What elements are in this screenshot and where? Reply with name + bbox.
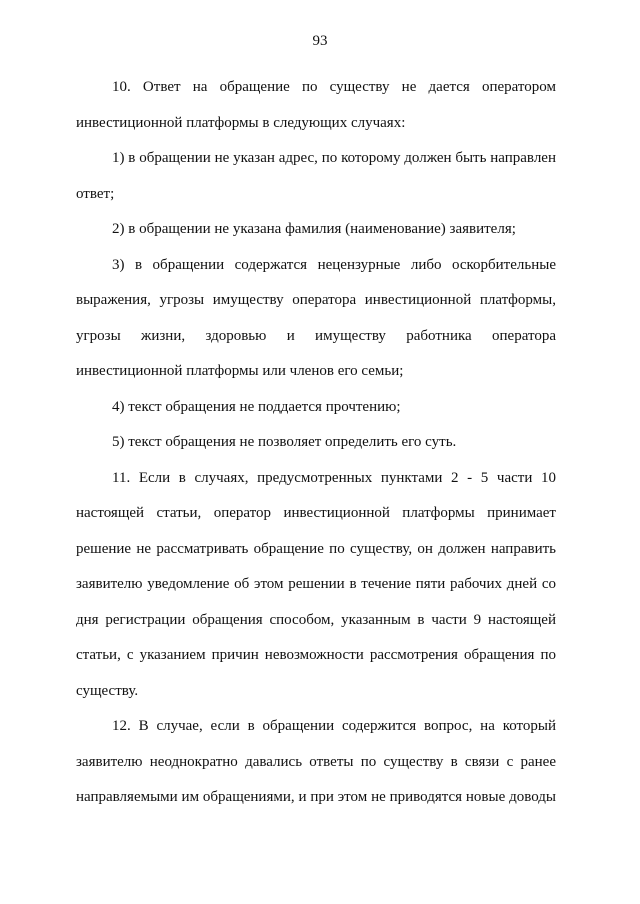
document-body xyxy=(76,70,556,816)
paragraph-12: 12. В случае, если в обращении содержится вопрос, на который заявителю неоднократно давались ответы по существу в связи с ранее направляемыми им обращениями, и при этом не приводятся новые доводы xyxy=(76,718,556,805)
list-item-5: 5) текст обращения не позволяет определить его суть. xyxy=(112,434,457,450)
paragraph-11: 11. Если в случаях, предусмотренных пунктами 2 - 5 части 10 настоящей статьи, оператор инвестиционной платформы принимает решение не рассматривать обращение по существу, он должен направить заявителю уведомление об этом решении в течение пяти рабочих дней со дня регистрации обращения способом, указанным в части 9 настоящей статьи, с указанием причин невозможности рассмотрения обращения по существу. xyxy=(76,469,556,699)
list-item-3: 3) в обращении содержатся нецензурные либо оскорбительные выражения, угрозы имуществу оператора инвестиционной платформы, угрозы жизни, здоровью и имуществу работника оператора инвестиционной платформы или членов его семьи; xyxy=(76,256,556,379)
list-item-1: 1) в обращении не указан адрес, по которому должен быть направлен ответ; xyxy=(76,150,556,202)
list-item-4: 4) текст обращения не поддается прочтению; xyxy=(112,398,401,415)
page-number: 93 xyxy=(312,33,328,49)
paragraph-10: 10. Ответ на обращение по существу не дается оператором инвестиционной платформы в следующих случаях: xyxy=(76,79,556,131)
list-item-2: 2) в обращении не указана фамилия (наименование) заявителя; xyxy=(112,221,516,237)
